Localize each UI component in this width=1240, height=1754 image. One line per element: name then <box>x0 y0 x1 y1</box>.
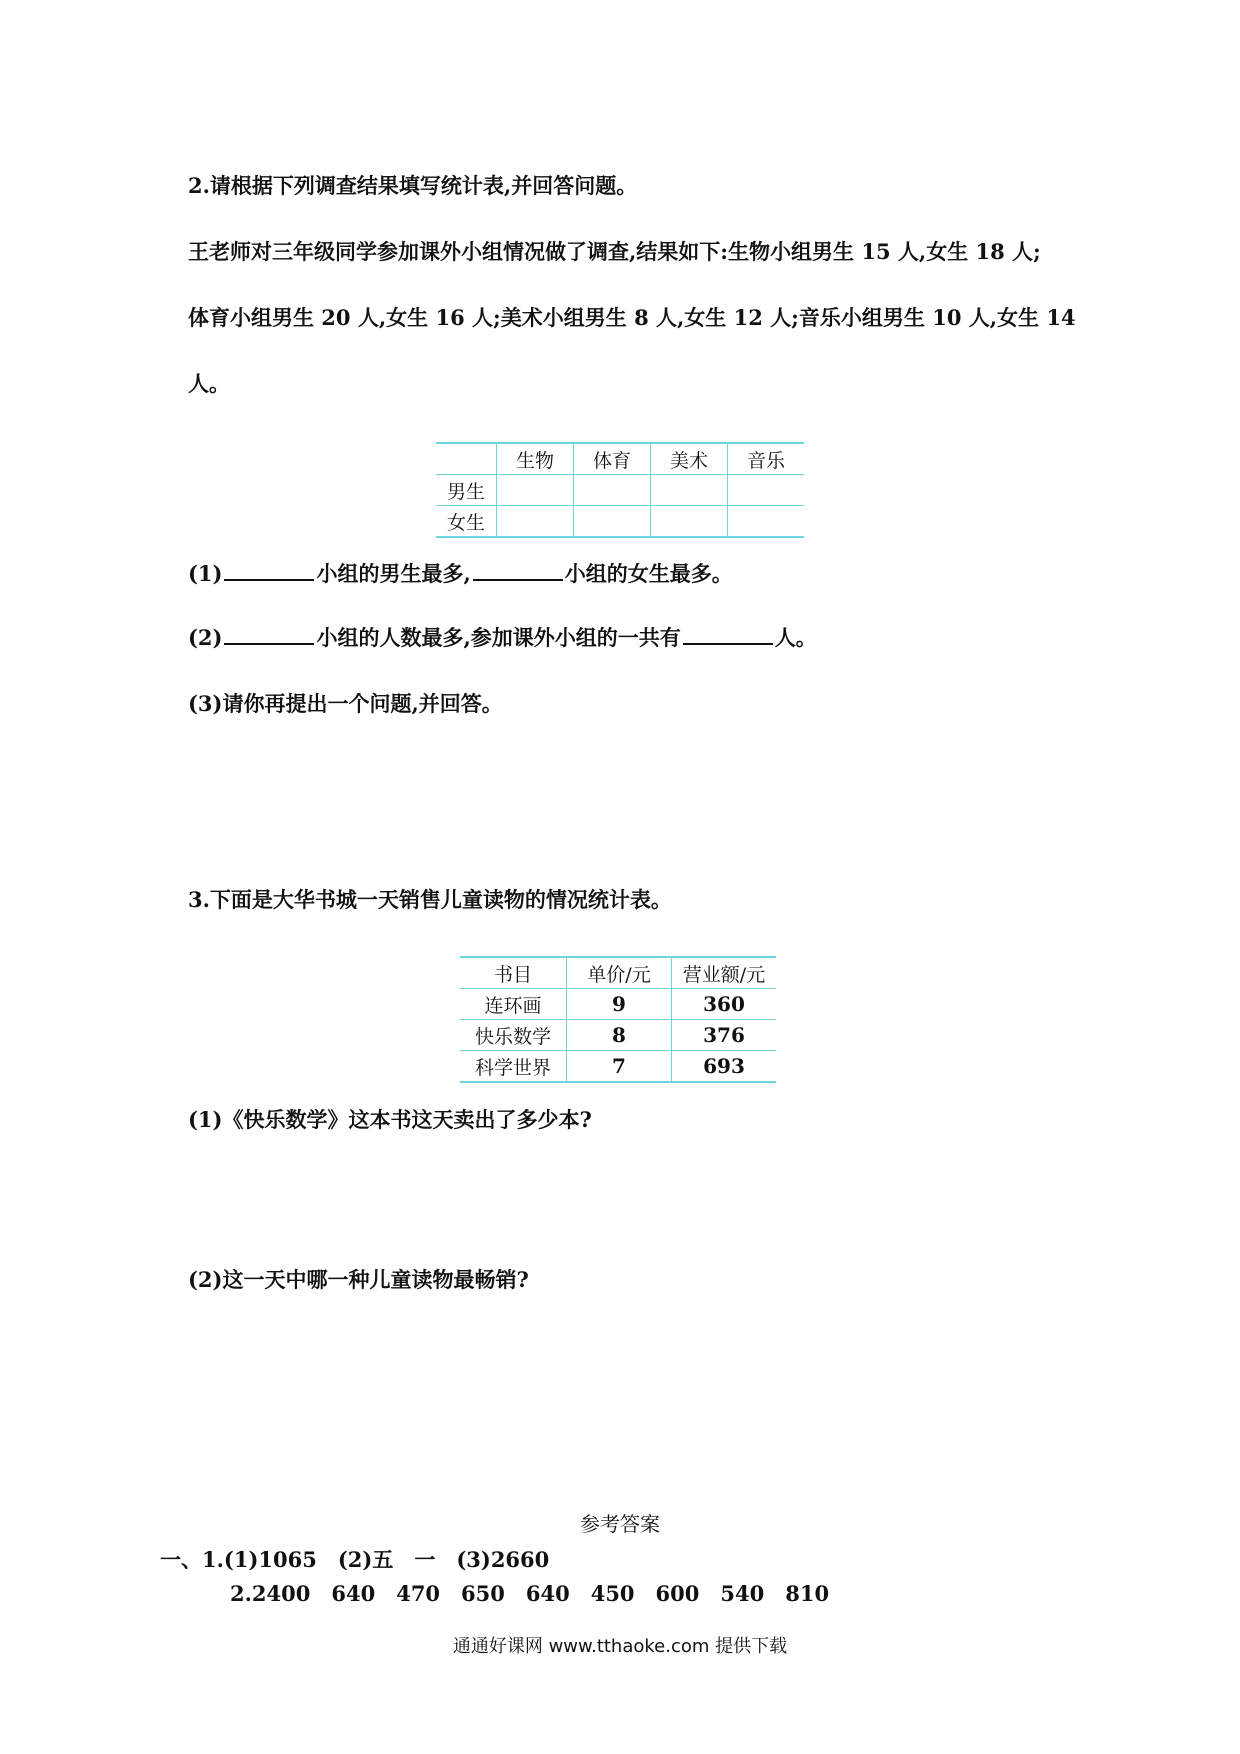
row-label: 男生 <box>436 475 497 506</box>
q3-stat-table <box>460 956 776 1083</box>
q3-sub1: (1)《快乐数学》这本书这天卖出了多少本? <box>188 1107 592 1132</box>
table-header-cell: 体育 <box>574 443 651 475</box>
answers-line1: 一、1.(1)1065 (2)五 一 (3)2660 <box>160 1547 550 1572</box>
answer-cell[interactable] <box>728 506 805 538</box>
answer-cell[interactable] <box>651 506 728 538</box>
book-name: 连环画 <box>460 989 567 1020</box>
answer-blank[interactable] <box>224 561 314 581</box>
q2-sub1 <box>188 558 733 588</box>
revenue: 360 <box>672 989 777 1020</box>
answer-cell[interactable] <box>497 475 574 506</box>
sub2-number: (2) <box>188 625 223 650</box>
table-row <box>460 1051 776 1083</box>
book-name: 科学世界 <box>460 1051 567 1083</box>
table-header-cell: 书目 <box>460 957 567 989</box>
q2-sub2 <box>188 622 817 652</box>
table-header-cell: 生物 <box>497 443 574 475</box>
q2-desc-line1: 王老师对三年级同学参加课外小组情况做了调查,结果如下:生物小组男生 15 人,女生 18 人; <box>188 239 1041 264</box>
answer-blank[interactable] <box>683 625 773 645</box>
unit-price: 9 <box>567 989 672 1020</box>
unit-price: 7 <box>567 1051 672 1083</box>
q2-desc-line2: 体育小组男生 20 人,女生 16 人;美术小组男生 8 人,女生 12 人;音乐小组男生 10 人,女生 14 <box>188 305 1076 330</box>
book-name: 快乐数学 <box>460 1020 567 1051</box>
q2-sub3: (3)请你再提出一个问题,并回答。 <box>188 691 503 716</box>
sub1-number: (1) <box>188 561 223 586</box>
answer-blank[interactable] <box>473 561 563 581</box>
table-row <box>460 989 776 1020</box>
unit-price: 8 <box>567 1020 672 1051</box>
table-header-row <box>460 957 776 989</box>
row-label: 女生 <box>436 506 497 538</box>
answer-blank[interactable] <box>224 625 314 645</box>
table-row <box>436 475 804 506</box>
answer-cell[interactable] <box>574 506 651 538</box>
sub1-text-b: 小组的女生最多。 <box>564 561 733 586</box>
sub1-text-a: 小组的男生最多, <box>316 561 471 586</box>
table-header-cell: 音乐 <box>728 443 805 475</box>
answers-title: 参考答案 <box>580 1512 660 1536</box>
sub2-text-b: 人。 <box>774 625 817 650</box>
sub2-text-a: 小组的人数最多,参加课外小组的一共有 <box>316 625 681 650</box>
table-row <box>436 506 804 538</box>
answer-cell[interactable] <box>574 475 651 506</box>
q2-desc-line3: 人。 <box>188 371 230 396</box>
table-row <box>460 1020 776 1051</box>
revenue: 376 <box>672 1020 777 1051</box>
answer-cell[interactable] <box>651 475 728 506</box>
table-header-row <box>436 443 804 475</box>
table-cell <box>436 443 497 475</box>
table-header-cell: 美术 <box>651 443 728 475</box>
q3-sub2: (2)这一天中哪一种儿童读物最畅销? <box>188 1267 529 1292</box>
table-header-cell: 单价/元 <box>567 957 672 989</box>
q2-stat-table <box>436 442 804 538</box>
revenue: 693 <box>672 1051 777 1083</box>
answers-line2: 2.2400 640 470 650 640 450 600 540 810 <box>230 1581 830 1606</box>
table-header-cell: 营业额/元 <box>672 957 777 989</box>
answer-cell[interactable] <box>497 506 574 538</box>
footer-credit: 通通好课网 www.tthaoke.com 提供下载 <box>452 1636 788 1657</box>
answer-cell[interactable] <box>728 475 805 506</box>
q3-title: 3.下面是大华书城一天销售儿童读物的情况统计表。 <box>188 887 672 912</box>
q2-title: 2.请根据下列调查结果填写统计表,并回答问题。 <box>188 173 638 198</box>
